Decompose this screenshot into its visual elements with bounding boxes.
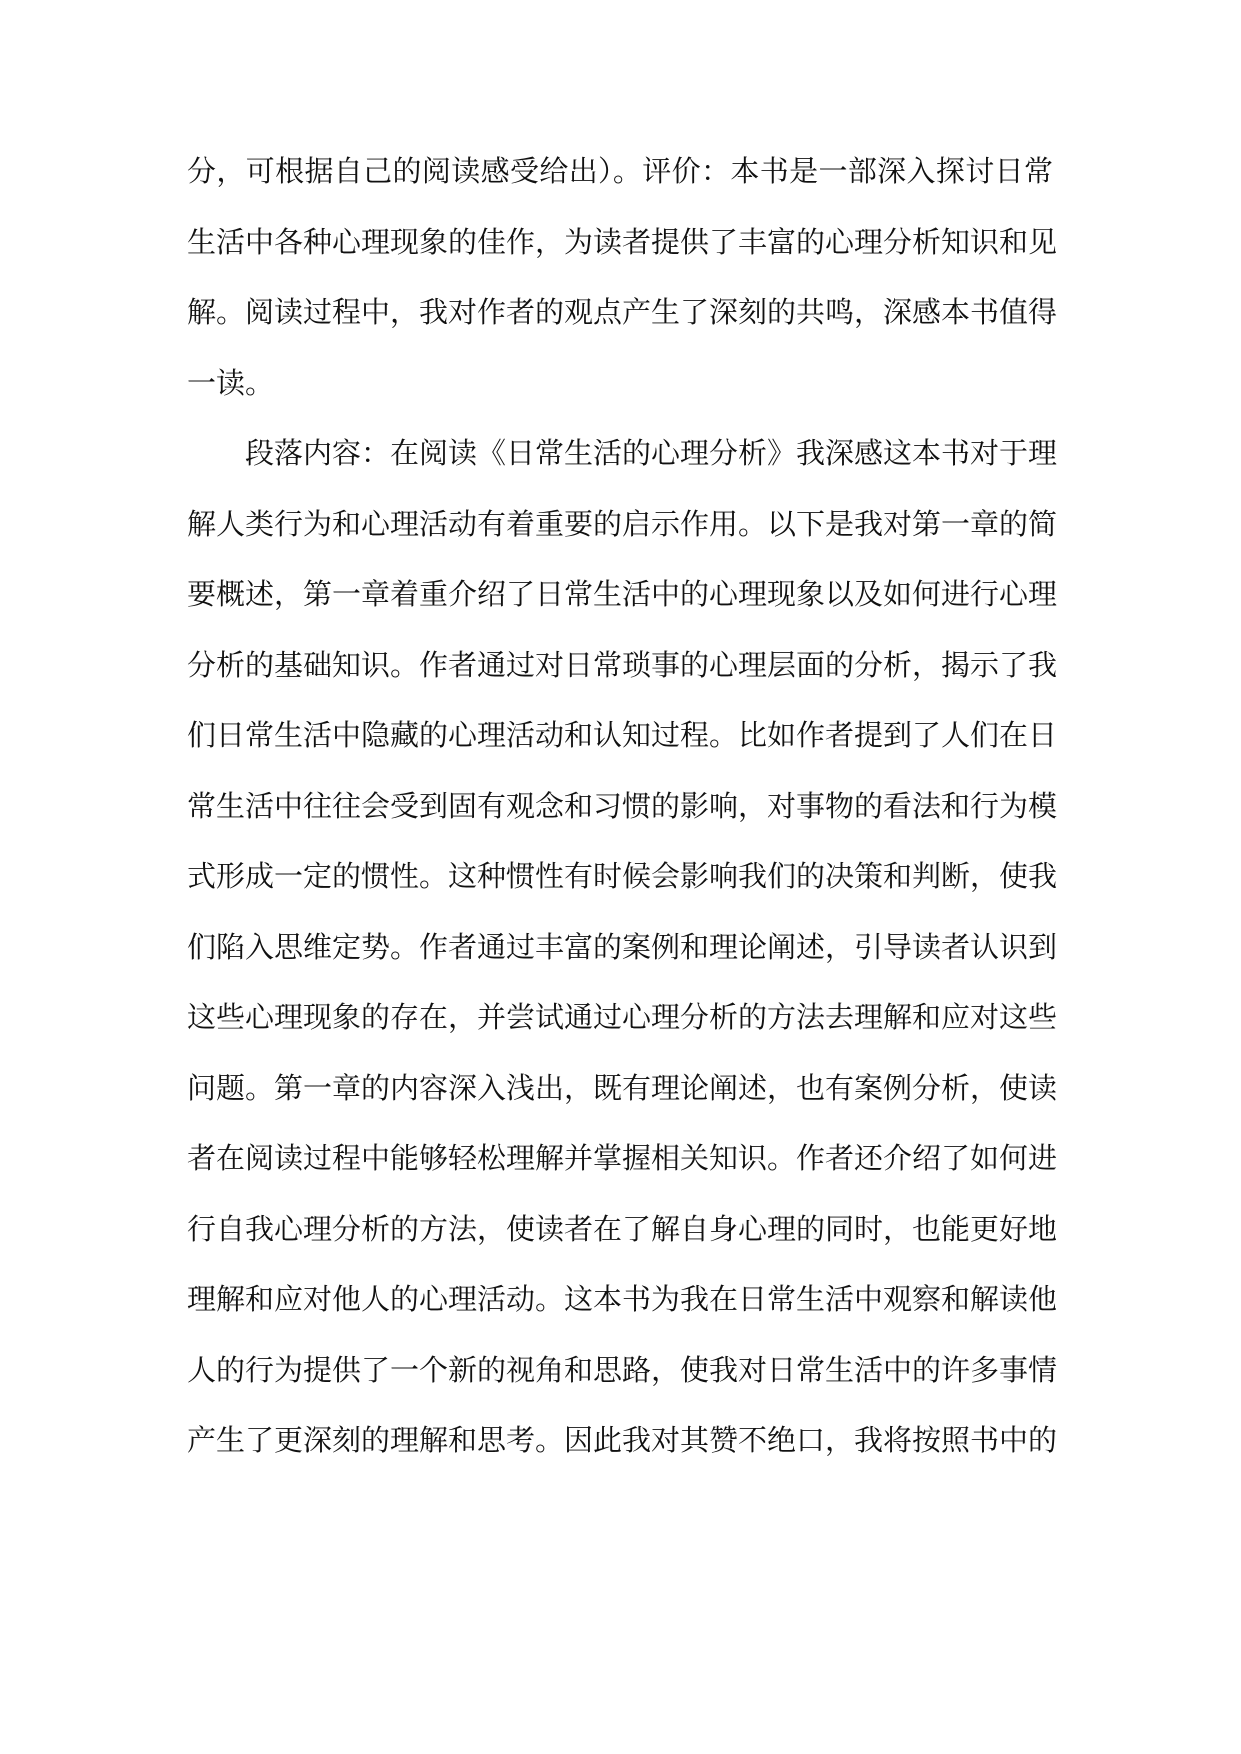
text-line: 问题。第一章的内容深入浅出，既有理论阐述，也有案例分析，使读 — [187, 1070, 1058, 1105]
text-line: 生活中各种心理现象的佳作，为读者提供了丰富的心理分析知识和见 — [187, 224, 1058, 259]
text-line: 产生了更深刻的理解和思考。因此我对其赞不绝口，我将按照书中的 — [187, 1423, 1058, 1457]
text-line: 段落内容：在阅读《日常生活的心理分析》我深感这本书对于理 — [245, 436, 1058, 470]
text-line: 者在阅读过程中能够轻松理解并掌握相关知识。作者还介绍了如何进 — [187, 1141, 1058, 1175]
text-line: 这些心理现象的存在，并尝试通过心理分析的方法去理解和应对这些 — [187, 1000, 1058, 1034]
text-line: 解。阅读过程中，我对作者的观点产生了深刻的共鸣，深感本书值得 — [187, 295, 1058, 329]
body-text — [187, 136, 1058, 1476]
text-line: 式形成一定的惯性。这种惯性有时候会影响我们的决策和判断，使我 — [187, 859, 1058, 893]
text-line: 人的行为提供了一个新的视角和思路，使我对日常生活中的许多事情 — [187, 1352, 1058, 1387]
text-line: 们陷入思维定势。作者通过丰富的案例和理论阐述，引导读者认识到 — [187, 929, 1058, 964]
text-line: 常生活中往往会受到固有观念和习惯的影响，对事物的看法和行为模 — [187, 788, 1058, 823]
paragraph-content — [187, 418, 1058, 1476]
text-line: 要概述，第一章着重介绍了日常生活中的心理现象以及如何进行心理 — [187, 577, 1058, 611]
text-line: 行自我心理分析的方法，使读者在了解自身心理的同时，也能更好地 — [187, 1211, 1058, 1246]
text-line: 解人类行为和心理活动有着重要的启示作用。以下是我对第一章的简 — [187, 506, 1058, 541]
paragraph-review — [187, 136, 1058, 418]
text-line: 一读。 — [187, 365, 275, 400]
text-line: 理解和应对他人的心理活动。这本书为我在日常生活中观察和解读他 — [187, 1282, 1058, 1316]
text-line: 们日常生活中隐藏的心理活动和认知过程。比如作者提到了人们在日 — [187, 718, 1058, 752]
text-line: 分，可根据自己的阅读感受给出）。评价：本书是一部深入探讨日常 — [187, 154, 1053, 188]
text-line: 分析的基础知识。作者通过对日常琐事的心理层面的分析，揭示了我 — [187, 647, 1058, 682]
